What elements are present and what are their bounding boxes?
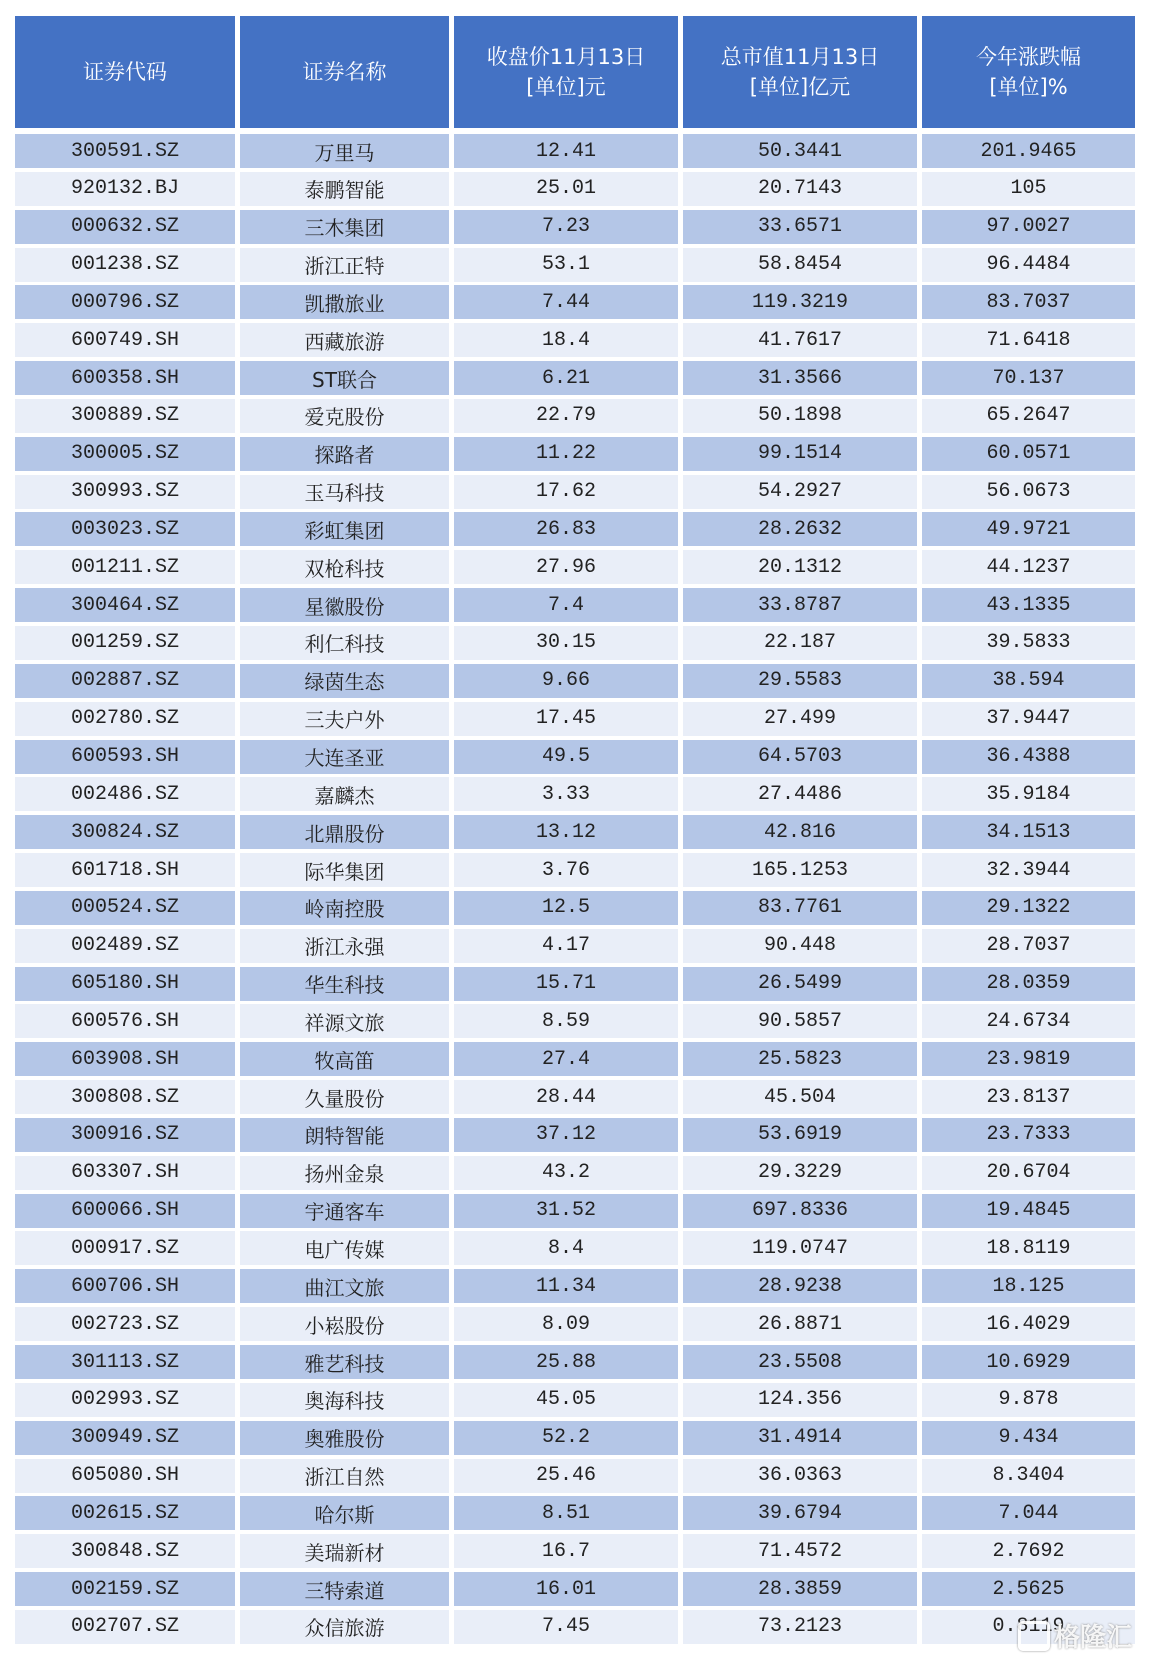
cell-code: 603908.SH [15,1042,235,1076]
cell-ytd-change: 97.0027 [922,210,1135,244]
cell-market-cap: 41.7617 [683,323,917,357]
cell-ytd-change: 36.4388 [922,740,1135,774]
cell-name: 奥雅股份 [240,1421,449,1455]
table-row [15,929,1135,963]
cell-ytd-change: 29.1322 [922,891,1135,925]
cell-name: 爱克股份 [240,399,449,433]
table-row [15,172,1135,206]
cell-name: 祥源文旅 [240,1004,449,1038]
cell-code: 002723.SZ [15,1307,235,1341]
cell-code: 002993.SZ [15,1383,235,1417]
cell-ytd-change: 28.7037 [922,929,1135,963]
table-row [15,285,1135,319]
cell-close-price: 49.5 [454,740,678,774]
table-row [15,1042,1135,1076]
cell-ytd-change: 9.434 [922,1421,1135,1455]
cell-name: 玉马科技 [240,475,449,509]
cell-name: 岭南控股 [240,891,449,925]
cell-market-cap: 20.7143 [683,172,917,206]
table-row [15,399,1135,433]
cell-code: 605080.SH [15,1459,235,1493]
cell-code: 300005.SZ [15,437,235,471]
header-name [240,16,449,128]
cell-name: 泰鹏智能 [240,172,449,206]
cell-ytd-change: 2.7692 [922,1534,1135,1568]
cell-name: 绿茵生态 [240,664,449,698]
cell-code: 002887.SZ [15,664,235,698]
cell-ytd-change: 43.1335 [922,588,1135,622]
cell-market-cap: 36.0363 [683,1459,917,1493]
header-unit: [单位]元 [526,75,606,99]
cell-close-price: 37.12 [454,1118,678,1152]
cell-market-cap: 20.1312 [683,550,917,584]
cell-close-price: 11.22 [454,437,678,471]
table-row [15,588,1135,622]
table-row [15,475,1135,509]
header-ytd-change [922,16,1135,128]
cell-ytd-change: 37.9447 [922,702,1135,736]
cell-code: 001238.SZ [15,248,235,282]
table-row [15,1496,1135,1530]
cell-code: 920132.BJ [15,172,235,206]
cell-ytd-change: 35.9184 [922,777,1135,811]
header-label: 总市值11月13日 [720,45,880,69]
cell-close-price: 16.01 [454,1572,678,1606]
cell-close-price: 8.09 [454,1307,678,1341]
header-label: 证券代码 [83,60,167,84]
cell-name: 凯撒旅业 [240,285,449,319]
cell-ytd-change: 19.4845 [922,1194,1135,1228]
cell-ytd-change: 18.8119 [922,1231,1135,1265]
cell-code: 605180.SH [15,967,235,1001]
cell-name: 美瑞新材 [240,1534,449,1568]
cell-market-cap: 28.2632 [683,512,917,546]
cell-code: 300848.SZ [15,1534,235,1568]
table-row [15,248,1135,282]
cell-name: 大连圣亚 [240,740,449,774]
cell-market-cap: 53.6919 [683,1118,917,1152]
table-row [15,777,1135,811]
table-row [15,1080,1135,1114]
cell-market-cap: 23.5508 [683,1345,917,1379]
table-row [15,853,1135,887]
cell-close-price: 52.2 [454,1421,678,1455]
cell-code: 001211.SZ [15,550,235,584]
table-row [15,1610,1135,1644]
table-row [15,437,1135,471]
cell-close-price: 25.01 [454,172,678,206]
cell-code: 300889.SZ [15,399,235,433]
cell-market-cap: 90.5857 [683,1004,917,1038]
table-row [15,1118,1135,1152]
cell-code: 301113.SZ [15,1345,235,1379]
cell-close-price: 27.4 [454,1042,678,1076]
table-row [15,134,1135,168]
cell-close-price: 18.4 [454,323,678,357]
cell-market-cap: 26.8871 [683,1307,917,1341]
cell-name: 哈尔斯 [240,1496,449,1530]
cell-ytd-change: 71.6418 [922,323,1135,357]
cell-close-price: 8.51 [454,1496,678,1530]
cell-name: 万里马 [240,134,449,168]
cell-close-price: 8.4 [454,1231,678,1265]
table-row [15,1383,1135,1417]
cell-close-price: 3.33 [454,777,678,811]
cell-ytd-change: 60.0571 [922,437,1135,471]
cell-ytd-change: 23.7333 [922,1118,1135,1152]
cell-market-cap: 27.4486 [683,777,917,811]
cell-ytd-change: 18.125 [922,1269,1135,1303]
cell-code: 002486.SZ [15,777,235,811]
cell-market-cap: 73.2123 [683,1610,917,1644]
header-label: 证券名称 [302,60,387,84]
cell-ytd-change: 32.3944 [922,853,1135,887]
cell-close-price: 12.5 [454,891,678,925]
table-header [15,16,1135,128]
table-row [15,1459,1135,1493]
cell-name: 朗特智能 [240,1118,449,1152]
cell-close-price: 7.45 [454,1610,678,1644]
cell-code: 300993.SZ [15,475,235,509]
table-row [15,323,1135,357]
cell-name: 众信旅游 [240,1610,449,1644]
cell-ytd-change: 83.7037 [922,285,1135,319]
cell-close-price: 7.23 [454,210,678,244]
cell-name: 彩虹集团 [240,512,449,546]
cell-ytd-change: 49.9721 [922,512,1135,546]
header-close-price [454,16,678,128]
header-label: 收盘价11月13日 [486,45,646,69]
table-row [15,626,1135,660]
cell-market-cap: 39.6794 [683,1496,917,1530]
cell-ytd-change: 56.0673 [922,475,1135,509]
table-row [15,891,1135,925]
cell-market-cap: 42.816 [683,815,917,849]
cell-close-price: 27.96 [454,550,678,584]
table-row [15,1194,1135,1228]
cell-market-cap: 45.504 [683,1080,917,1114]
cell-ytd-change: 23.9819 [922,1042,1135,1076]
table-row [15,702,1135,736]
cell-close-price: 3.76 [454,853,678,887]
cell-market-cap: 31.3566 [683,361,917,395]
cell-ytd-change: 23.8137 [922,1080,1135,1114]
cell-code: 600066.SH [15,1194,235,1228]
table-row [15,550,1135,584]
watermark-text: 格隆汇 [1053,1623,1132,1653]
cell-ytd-change: 20.6704 [922,1156,1135,1190]
cell-close-price: 7.44 [454,285,678,319]
cell-close-price: 22.79 [454,399,678,433]
table-row [15,664,1135,698]
table-row [15,1269,1135,1303]
cell-name: 久量股份 [240,1080,449,1114]
cell-name: 浙江正特 [240,248,449,282]
cell-code: 002159.SZ [15,1572,235,1606]
table-row [15,1307,1135,1341]
cell-market-cap: 33.8787 [683,588,917,622]
cell-code: 000796.SZ [15,285,235,319]
cell-market-cap: 50.3441 [683,134,917,168]
watermark-logo-icon [1018,1621,1050,1651]
cell-code: 600358.SH [15,361,235,395]
cell-code: 000524.SZ [15,891,235,925]
cell-market-cap: 29.5583 [683,664,917,698]
cell-market-cap: 165.1253 [683,853,917,887]
cell-code: 002780.SZ [15,702,235,736]
cell-name: 嘉麟杰 [240,777,449,811]
cell-close-price: 6.21 [454,361,678,395]
cell-code: 002615.SZ [15,1496,235,1530]
cell-market-cap: 33.6571 [683,210,917,244]
cell-ytd-change: 0.8119 [922,1610,1135,1644]
cell-close-price: 53.1 [454,248,678,282]
cell-close-price: 8.59 [454,1004,678,1038]
cell-ytd-change: 70.137 [922,361,1135,395]
table-row [15,1345,1135,1379]
cell-ytd-change: 8.3404 [922,1459,1135,1493]
cell-market-cap: 64.5703 [683,740,917,774]
table-row [15,1534,1135,1568]
cell-ytd-change: 24.6734 [922,1004,1135,1038]
cell-name: 电广传媒 [240,1231,449,1265]
header-unit: [单位]亿元 [749,75,851,99]
cell-ytd-change: 34.1513 [922,815,1135,849]
header-market-cap [683,16,917,128]
cell-ytd-change: 65.2647 [922,399,1135,433]
cell-close-price: 16.7 [454,1534,678,1568]
cell-ytd-change: 105 [922,172,1135,206]
cell-code: 003023.SZ [15,512,235,546]
table-body [15,134,1135,1644]
cell-name: 三夫户外 [240,702,449,736]
cell-close-price: 43.2 [454,1156,678,1190]
cell-close-price: 17.45 [454,702,678,736]
cell-market-cap: 58.8454 [683,248,917,282]
cell-code: 300808.SZ [15,1080,235,1114]
cell-close-price: 25.46 [454,1459,678,1493]
table-row [15,1421,1135,1455]
cell-name: 雅艺科技 [240,1345,449,1379]
cell-market-cap: 119.3219 [683,285,917,319]
table-row [15,361,1135,395]
cell-code: 600706.SH [15,1269,235,1303]
cell-ytd-change: 7.044 [922,1496,1135,1530]
cell-market-cap: 29.3229 [683,1156,917,1190]
table-row [15,1572,1135,1606]
cell-name: 际华集团 [240,853,449,887]
cell-name: 三特索道 [240,1572,449,1606]
stock-table [15,16,1135,1648]
header-unit: [单位]% [989,75,1068,99]
cell-ytd-change: 39.5833 [922,626,1135,660]
cell-code: 603307.SH [15,1156,235,1190]
cell-market-cap: 83.7761 [683,891,917,925]
cell-market-cap: 27.499 [683,702,917,736]
cell-name: 探路者 [240,437,449,471]
cell-name: 浙江自然 [240,1459,449,1493]
cell-code: 000917.SZ [15,1231,235,1265]
cell-market-cap: 99.1514 [683,437,917,471]
cell-market-cap: 54.2927 [683,475,917,509]
cell-market-cap: 71.4572 [683,1534,917,1568]
cell-code: 300591.SZ [15,134,235,168]
cell-code: 601718.SH [15,853,235,887]
cell-close-price: 9.66 [454,664,678,698]
cell-ytd-change: 10.6929 [922,1345,1135,1379]
cell-name: 小崧股份 [240,1307,449,1341]
cell-close-price: 30.15 [454,626,678,660]
table-row [15,967,1135,1001]
table-row [15,815,1135,849]
cell-code: 300464.SZ [15,588,235,622]
cell-close-price: 28.44 [454,1080,678,1114]
cell-market-cap: 50.1898 [683,399,917,433]
table-row [15,740,1135,774]
cell-name: ST联合 [240,361,449,395]
cell-name: 宇通客车 [240,1194,449,1228]
cell-code: 300916.SZ [15,1118,235,1152]
cell-name: 星徽股份 [240,588,449,622]
cell-code: 001259.SZ [15,626,235,660]
cell-market-cap: 28.9238 [683,1269,917,1303]
cell-close-price: 45.05 [454,1383,678,1417]
cell-name: 浙江永强 [240,929,449,963]
cell-ytd-change: 9.878 [922,1383,1135,1417]
cell-market-cap: 28.3859 [683,1572,917,1606]
cell-code: 002707.SZ [15,1610,235,1644]
cell-market-cap: 25.5823 [683,1042,917,1076]
cell-ytd-change: 16.4029 [922,1307,1135,1341]
cell-name: 西藏旅游 [240,323,449,357]
header-label: 今年涨跌幅 [976,45,1081,69]
cell-code: 000632.SZ [15,210,235,244]
cell-close-price: 26.83 [454,512,678,546]
cell-name: 利仁科技 [240,626,449,660]
header-code [15,16,235,128]
cell-close-price: 11.34 [454,1269,678,1303]
cell-close-price: 17.62 [454,475,678,509]
cell-market-cap: 124.356 [683,1383,917,1417]
cell-code: 002489.SZ [15,929,235,963]
cell-close-price: 31.52 [454,1194,678,1228]
cell-ytd-change: 44.1237 [922,550,1135,584]
cell-close-price: 12.41 [454,134,678,168]
cell-name: 奥海科技 [240,1383,449,1417]
cell-market-cap: 22.187 [683,626,917,660]
cell-close-price: 13.12 [454,815,678,849]
cell-code: 300949.SZ [15,1421,235,1455]
cell-market-cap: 119.0747 [683,1231,917,1265]
cell-ytd-change: 2.5625 [922,1572,1135,1606]
watermark [1018,1617,1132,1654]
cell-name: 牧高笛 [240,1042,449,1076]
cell-ytd-change: 28.0359 [922,967,1135,1001]
table-row [15,1004,1135,1038]
cell-market-cap: 26.5499 [683,967,917,1001]
cell-name: 双枪科技 [240,550,449,584]
cell-close-price: 15.71 [454,967,678,1001]
cell-ytd-change: 38.594 [922,664,1135,698]
cell-name: 曲江文旅 [240,1269,449,1303]
cell-code: 300824.SZ [15,815,235,849]
table-row [15,1231,1135,1265]
cell-close-price: 25.88 [454,1345,678,1379]
cell-name: 三木集团 [240,210,449,244]
cell-code: 600749.SH [15,323,235,357]
cell-code: 600576.SH [15,1004,235,1038]
table-row [15,210,1135,244]
table-row [15,1156,1135,1190]
cell-name: 扬州金泉 [240,1156,449,1190]
cell-close-price: 7.4 [454,588,678,622]
table-row [15,512,1135,546]
cell-ytd-change: 96.4484 [922,248,1135,282]
cell-market-cap: 90.448 [683,929,917,963]
cell-name: 华生科技 [240,967,449,1001]
cell-market-cap: 31.4914 [683,1421,917,1455]
cell-close-price: 4.17 [454,929,678,963]
cell-name: 北鼎股份 [240,815,449,849]
cell-market-cap: 697.8336 [683,1194,917,1228]
cell-ytd-change: 201.9465 [922,134,1135,168]
cell-code: 600593.SH [15,740,235,774]
